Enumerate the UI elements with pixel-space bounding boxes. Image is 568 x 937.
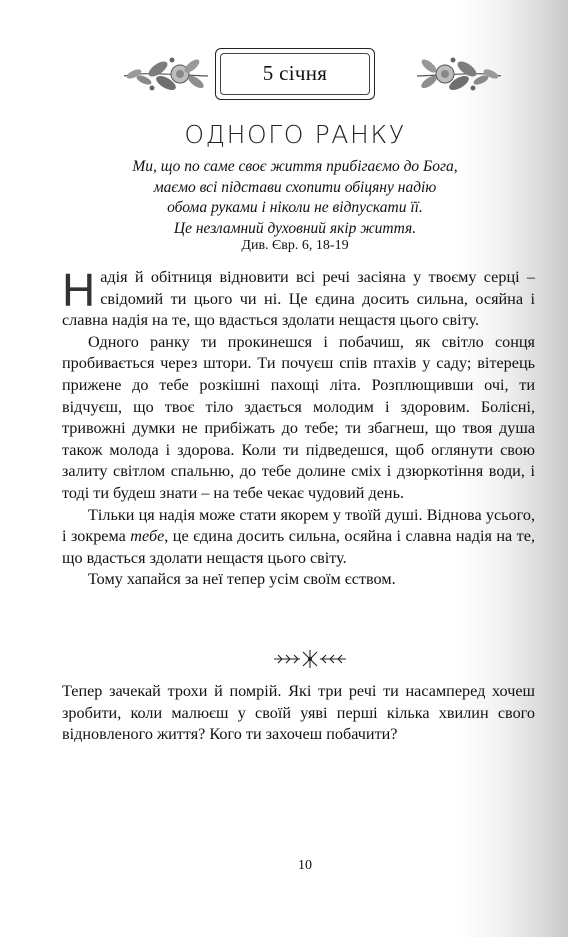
epigraph-line: Ми, що по саме своє життя прибігаємо до Бога,	[132, 158, 458, 175]
scripture-reference: Див. Євр. 6, 18-19	[241, 238, 349, 253]
epigraph-line: Це незламний духовний якір життя.	[173, 219, 417, 237]
drop-cap: Н	[62, 264, 96, 316]
epigraph-line: обома руками і ніколи не відпускати її.	[167, 199, 423, 216]
date-frame	[215, 48, 375, 100]
paragraph-2: Одного ранку ти прокинешся і побачиш, як світло сонця пробивається через штори. Ти почуєш спів птахів у саду; вітерець прижене до тебе розкішні пахощі літа. Розплющивши очі, ти відчуєш, що твоє тіло здається молодим і здоровим. Болісні, тривожні думки не прибіжать до тебе; ти збагнеш, що твоя душа також молода і здорова. Коли ти підведешся, щоб оглянути свою залиту світлом спальню, до тебе долине сміх і дзюркотіння води, і тоді ти будеш знати – на тебе чекає чудовий день.	[62, 332, 535, 502]
floral-ornament-left-icon	[122, 52, 210, 96]
page-number: 10	[298, 858, 312, 873]
chapter-title: ОДНОГО РАНКУ	[184, 120, 406, 149]
floral-ornament-right-icon	[415, 52, 503, 96]
epigraph	[110, 157, 480, 239]
date-label: 5 січня	[262, 61, 328, 85]
paragraph-4: Тому хапайся за неї тепер усім своїм єством.	[88, 570, 396, 589]
emphasis-text: тебе	[130, 527, 165, 546]
paragraph-1	[62, 264, 535, 332]
ornamental-divider-icon	[270, 648, 350, 670]
paragraph-3-text-start: Тільки ця надія може стати якорем у твоїй душі. Віднова усього, і зокрема	[62, 505, 535, 546]
paragraph-3-text-end: , це єдина досить сильна, осяйна і славна надія на те, що вдасться здолати нещастя цього світу.	[62, 527, 535, 567]
reflection-question-text: Тепер зачекай трохи й помрій. Які три речі ти насамперед хочеш зробити, коли малюєш у своїй уяві перші кілька хвилин свого відновленого життя? Кого ти захочеш побачити?	[62, 682, 535, 744]
reflection-question	[62, 681, 535, 746]
paragraph-3	[62, 505, 535, 570]
paragraph-1-text: адія й обітниця відновити всі речі засіяна у твоєму серці – свідомий ти цього чи ні. Це єдина досить сильна, осяйна і славна надія на те, що вдасться здолати нещастя цього світу.	[62, 268, 535, 330]
body-text	[62, 264, 535, 591]
epigraph-line: маємо всі підстави схопити обіцяну надію	[153, 178, 437, 196]
